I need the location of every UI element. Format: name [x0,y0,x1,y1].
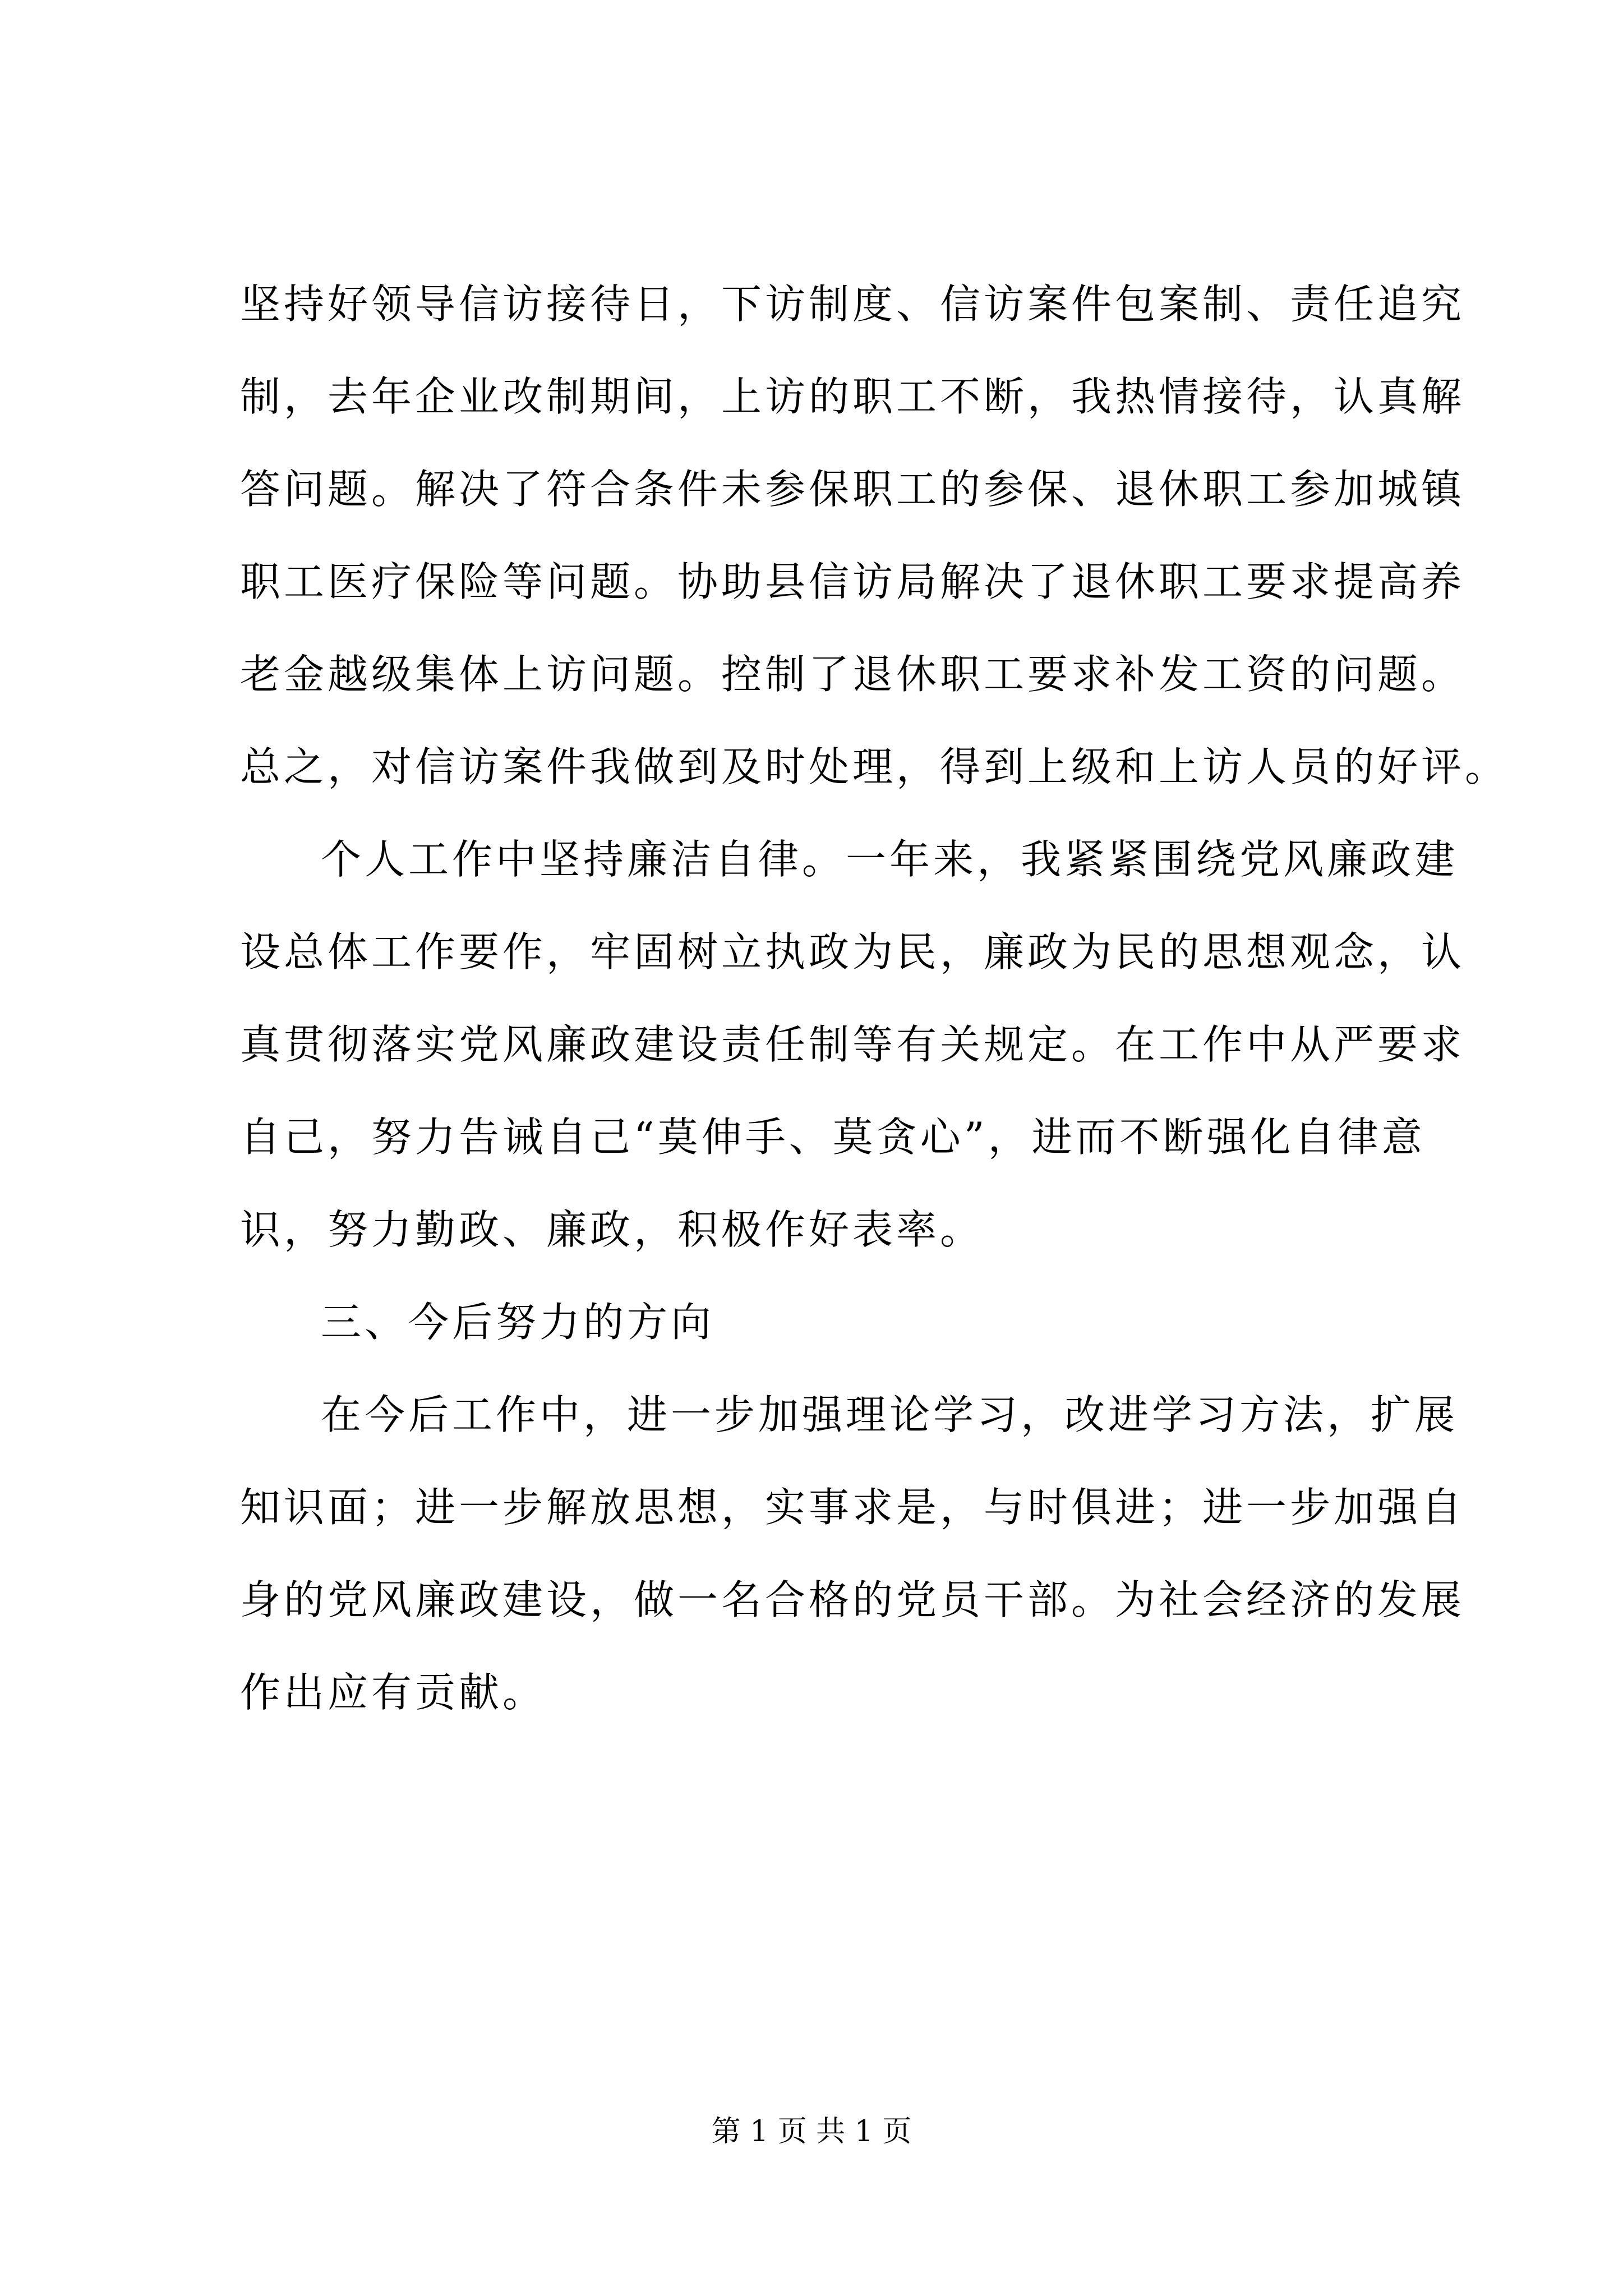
text-line: 真贯彻落实党风廉政建设责任制等有关规定。在工作中从严要求 [240,1021,1465,1068]
text-line: 制，去年企业改制期间，上访的职工不断，我热情接待，认真解 [240,373,1465,420]
text-line: 身的党风廉政建设，做一名合格的党员干部。为社会经济的发展 [240,1576,1465,1623]
text-line: 答问题。解决了符合条件未参保职工的参保、退休职工参加城镇 [240,466,1465,513]
document-body [240,258,1509,1739]
paragraph-first-line: 在今后工作中，进一步加强理论学习，改进学习方法，扩展 [321,1391,1459,1438]
text-line: 自己，努力告诫自己“莫伸手、莫贪心”，进而不断强化自律意 [240,1114,1426,1161]
page-footer: 第 1 页 共 1 页 [711,2115,912,2148]
text-line: 作出应有贡献。 [240,1669,547,1716]
section-heading: 三、今后努力的方向 [321,1299,715,1346]
text-line: 设总体工作要作，牢固树立执政为民，廉政为民的思想观念，认 [240,928,1465,976]
text-line: 坚持好领导信访接待日，下访制度、信访案件包案制、责任追究 [240,280,1465,328]
text-line: 总之，对信访案件我做到及时处理，得到上级和上访人员的好评。 [240,743,1509,790]
text-line: 识，努力勤政、廉政，积极作好表率。 [240,1206,984,1253]
paragraph-first-line: 个人工作中坚持廉洁自律。一年来，我紧紧围绕党风廉政建 [321,836,1459,883]
text-line: 知识面；进一步解放思想，实事求是，与时俱进；进一步加强自 [240,1484,1465,1531]
text-line: 职工医疗保险等问题。协助县信访局解决了退休职工要求提高养 [240,558,1465,605]
text-line: 老金越级集体上访问题。控制了退休职工要求补发工资的问题。 [240,651,1465,698]
